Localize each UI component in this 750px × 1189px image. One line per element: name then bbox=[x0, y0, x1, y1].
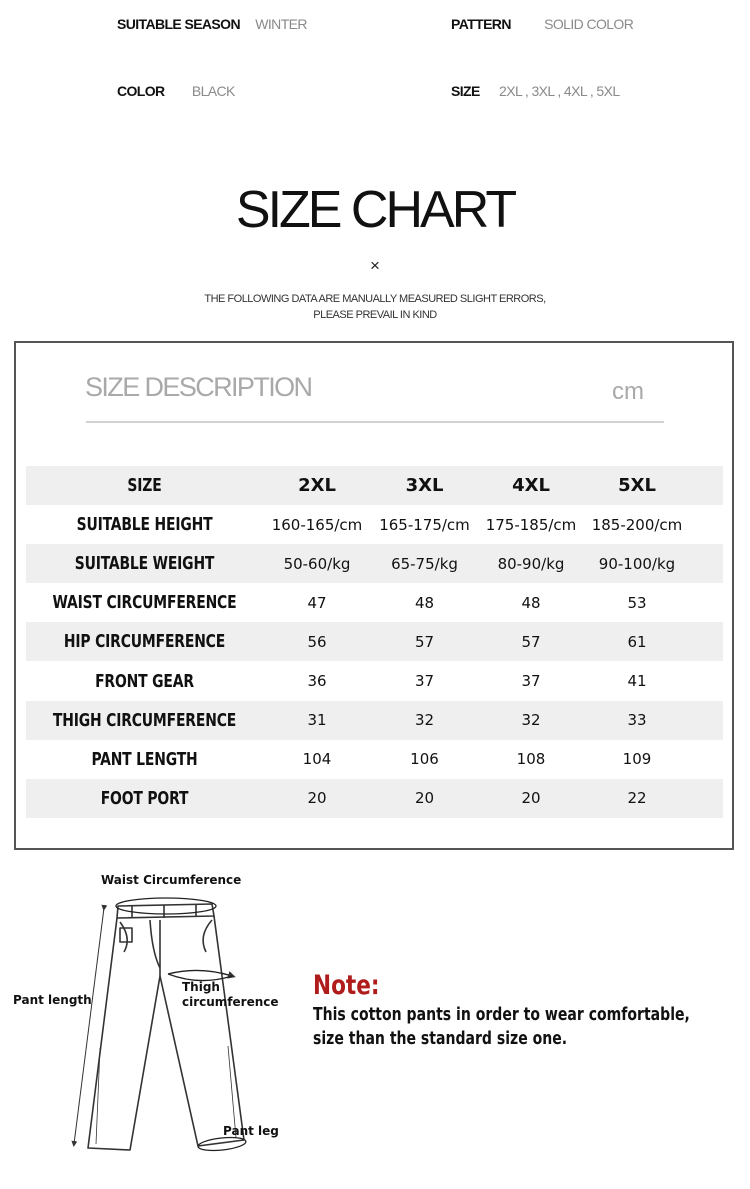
attr-size-value: 2XL , 3XL , 4XL , 5XL bbox=[499, 83, 620, 99]
table-cell: 20 bbox=[307, 789, 327, 808]
table-cell: 57 bbox=[414, 632, 435, 651]
note-title: Note: bbox=[313, 970, 380, 1001]
row-label: FRONT GEAR bbox=[95, 670, 194, 692]
table-row bbox=[26, 505, 723, 544]
row-label: THIGH CIRCUMFERENCE bbox=[52, 709, 237, 731]
size-description-label: SIZE DESCRIPTION bbox=[85, 372, 312, 402]
label-thigh: Thigh bbox=[182, 980, 220, 994]
attr-pattern bbox=[451, 16, 633, 32]
attr-color-value: BLACK bbox=[191, 83, 235, 99]
attr-size bbox=[451, 83, 620, 99]
table-row bbox=[26, 779, 723, 818]
attr-size-label: SIZE bbox=[451, 83, 480, 99]
table-cell: 185-200/cm bbox=[591, 515, 683, 534]
attr-pattern-value: SOLID COLOR bbox=[544, 16, 634, 32]
row-label: WAIST CIRCUMFERENCE bbox=[52, 592, 237, 614]
row-label: SUITABLE HEIGHT bbox=[76, 514, 213, 536]
table-cell: 108 bbox=[516, 750, 546, 769]
attr-season-value: WINTER bbox=[255, 16, 307, 32]
attr-season-label: SUITABLE SEASON bbox=[117, 16, 240, 32]
table-cell: 48 bbox=[414, 593, 435, 612]
note-text bbox=[313, 1003, 719, 1051]
header-3xl: 3XL bbox=[405, 475, 444, 497]
table-row bbox=[26, 740, 723, 779]
attr-color-label: COLOR bbox=[117, 83, 165, 99]
table-cell: 20 bbox=[521, 789, 541, 808]
table-cell: 53 bbox=[627, 593, 647, 612]
label-pant-length: Pant length bbox=[13, 993, 92, 1007]
table-cell: 36 bbox=[307, 672, 327, 691]
table-cell: 41 bbox=[627, 672, 647, 691]
size-table bbox=[26, 466, 723, 818]
table-cell: 57 bbox=[521, 632, 541, 651]
table-cell: 20 bbox=[414, 789, 435, 808]
page-title: SIZE CHART bbox=[235, 181, 515, 239]
row-label: HIP CIRCUMFERENCE bbox=[63, 631, 226, 653]
table-cell: 61 bbox=[627, 632, 647, 651]
table-cell: 37 bbox=[521, 672, 541, 691]
header-5xl: 5XL bbox=[618, 475, 656, 497]
table-cell: 165-175/cm bbox=[379, 515, 470, 534]
cross-icon: × bbox=[370, 256, 380, 275]
table-cell: 90-100/kg bbox=[598, 554, 676, 573]
table-cell: 32 bbox=[414, 711, 435, 730]
table-cell: 37 bbox=[414, 672, 435, 691]
table-cell: 56 bbox=[307, 632, 327, 651]
subtitle bbox=[0, 291, 750, 323]
label-circumference: circumference bbox=[182, 995, 279, 1009]
table-cell: 160-165/cm bbox=[271, 515, 363, 534]
table-cell: 80-90/kg bbox=[497, 554, 565, 573]
row-label: FOOT PORT bbox=[100, 787, 189, 809]
table-header-row bbox=[26, 466, 723, 505]
table-cell: 106 bbox=[410, 750, 439, 769]
table-cell: 65-75/kg bbox=[391, 554, 458, 573]
pants-diagram bbox=[0, 868, 300, 1168]
attr-color bbox=[117, 83, 235, 99]
row-label: SUITABLE WEIGHT bbox=[74, 553, 215, 575]
table-row bbox=[26, 661, 723, 700]
subtitle-line2: PLEASE PREVAIL IN KIND bbox=[313, 309, 437, 321]
header-4xl: 4XL bbox=[512, 475, 550, 497]
header-2xl: 2XL bbox=[298, 475, 336, 497]
header-size: SIZE bbox=[127, 475, 162, 497]
subtitle-line1: THE FOLLOWING DATA ARE MANUALLY MEASURED SLIGHT ERRORS, bbox=[204, 293, 546, 305]
divider bbox=[86, 421, 664, 423]
label-pant-leg: Pant leg bbox=[223, 1124, 279, 1138]
table-row bbox=[26, 701, 723, 740]
table-cell: 175-185/cm bbox=[485, 515, 577, 534]
table-cell: 48 bbox=[521, 593, 541, 612]
table-cell: 50-60/kg bbox=[283, 554, 351, 573]
table-cell: 22 bbox=[627, 789, 647, 808]
table-cell: 47 bbox=[307, 593, 327, 612]
table-cell: 109 bbox=[622, 750, 652, 769]
table-cell: 32 bbox=[521, 711, 541, 730]
row-label: PANT LENGTH bbox=[91, 748, 198, 770]
unit-label: cm bbox=[612, 378, 644, 405]
table-row bbox=[26, 622, 723, 661]
label-waist: Waist Circumference bbox=[101, 873, 242, 887]
note-line2: size than the standard size one. bbox=[313, 1028, 568, 1049]
attr-season bbox=[117, 16, 307, 32]
table-row bbox=[26, 544, 723, 583]
attr-pattern-label: PATTERN bbox=[451, 16, 511, 32]
note-line1: This cotton pants in order to wear comfortable, bbox=[313, 1004, 690, 1025]
table-cell: 33 bbox=[627, 711, 647, 730]
table-row bbox=[26, 583, 723, 622]
pants-outline-icon bbox=[0, 868, 300, 1168]
table-cell: 31 bbox=[307, 711, 327, 730]
table-cell: 104 bbox=[302, 750, 332, 769]
